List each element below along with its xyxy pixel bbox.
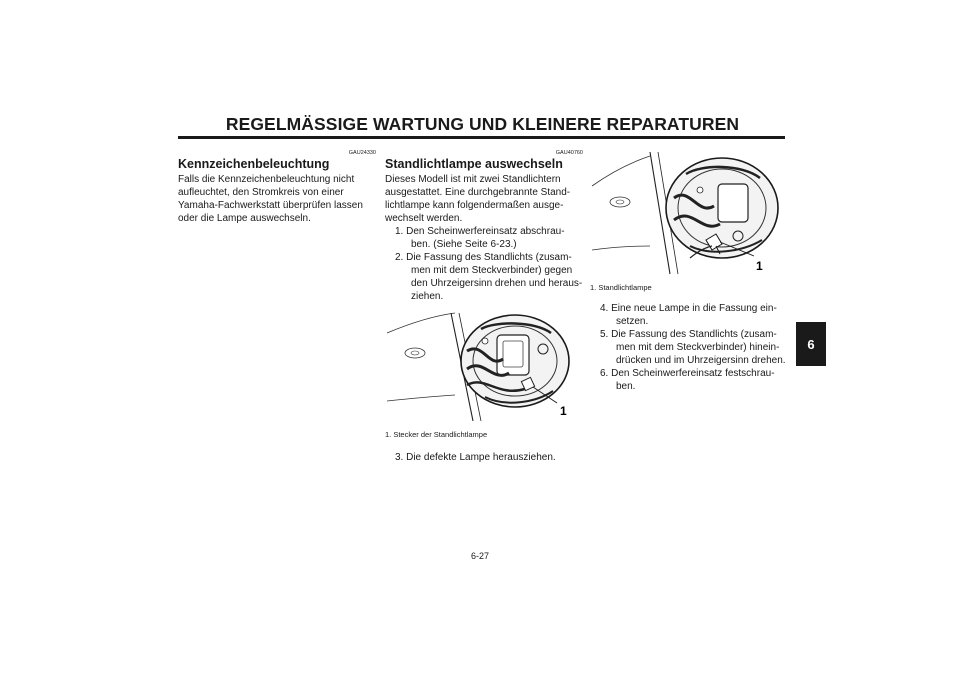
headlight-connector-illustration <box>385 311 581 423</box>
step-item: 5. Die Fassung des Standlichts (zusam- men mit dem Steckverbinder) hinein- drücken und im Uhrzeigersinn drehen. <box>600 329 786 366</box>
section-position-light-continued <box>590 150 788 393</box>
step-item: 1. Den Scheinwerfereinsatz abschrau- ben. (Siehe Seite 6-23.) <box>395 226 565 250</box>
callout-number: 1 <box>560 404 567 418</box>
step-list <box>385 225 583 303</box>
section-body: Falls die Kennzeichenbeleuchtung nicht aufleuchtet, den Stromkreis von einer Yamaha-Fachwerkstatt überprüfen lassen oder die Lampe auswechseln. <box>178 174 363 224</box>
section-title: Standlichtlampe auswechseln <box>385 157 563 171</box>
section-license-plate-light <box>178 150 376 225</box>
page-number: 6-27 <box>470 551 489 561</box>
section-position-light-replace <box>385 150 583 464</box>
section-intro: Dieses Modell ist mit zwei Standlichtern ausgestattet. Eine durchgebrannte Stand- lichtlampe kann folgendermaßen ausge- wechselt werden. <box>385 174 571 224</box>
section-title: Kennzeichenbeleuchtung <box>178 157 330 171</box>
step-item: 6. Den Scheinwerfereinsatz festschrau- ben. <box>600 368 775 392</box>
callout-number: 1 <box>756 259 763 273</box>
step-item: 3. Die defekte Lampe herausziehen. <box>395 452 556 463</box>
position-light-bulb-illustration <box>590 150 786 276</box>
section-code: GAU40760 <box>555 150 583 156</box>
figure-caption: 1. Stecker der Standlichtlampe <box>385 430 488 439</box>
figure-caption: 1. Standlichtlampe <box>590 283 652 292</box>
chapter-tab: 6 <box>796 322 826 366</box>
step-item: 2. Die Fassung des Standlichts (zusam- men mit dem Steckverbinder) gegen den Uhrzeigersinn drehen und heraus- ziehen. <box>395 252 583 302</box>
header-rule <box>178 136 785 139</box>
figure-bulb <box>590 150 786 292</box>
page-title: REGELMÄSSIGE WARTUNG UND KLEINERE REPARATUREN <box>225 114 740 134</box>
step-list <box>590 302 788 393</box>
section-code: GAU24330 <box>348 150 376 156</box>
step-item: 4. Eine neue Lampe in die Fassung ein- setzen. <box>600 303 777 327</box>
step-list <box>385 451 583 464</box>
figure-connector <box>385 311 581 439</box>
